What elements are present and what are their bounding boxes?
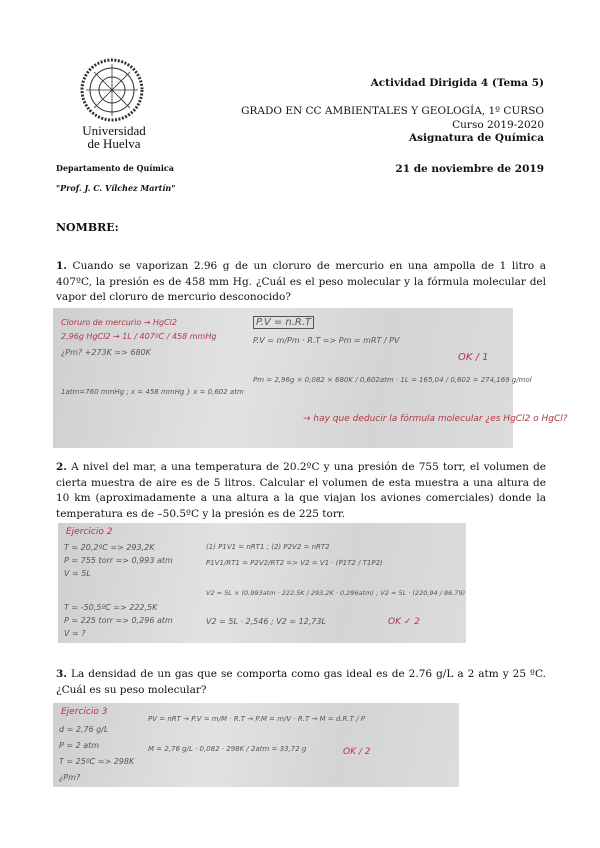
hw-line: ¿Pm? (59, 773, 81, 782)
grade-mark: OK ✓ 2 (388, 617, 420, 627)
hw-line: 2,96g HgCl2 → 1L / 407ºC / 458 mmHg (61, 332, 217, 341)
hw-line: d = 2,76 g/L (59, 725, 109, 734)
hw-line: P = 2 atm (59, 741, 100, 750)
hw-line: Ejercicio 2 (66, 527, 113, 537)
question-1 (56, 259, 546, 306)
handwritten-answer-photo-2 (58, 523, 466, 643)
question-3 (56, 667, 546, 698)
university-name (72, 124, 156, 150)
department: Departamento de Química (56, 163, 174, 173)
hw-line: P.V = n.R.T (253, 316, 314, 329)
hw-line: V = 5L (64, 569, 91, 578)
question-text: Cuando se vaporizan 2.96 g de un cloruro de mercurio en una ampolla de 1 litro a 407ºC, la presión es de 458 mm Hg. ¿Cuál es el peso molecular y la fórmula molecular del vapor del cloruro de mercurio desconocido? (56, 260, 546, 303)
question-text: A nivel del mar, a una temperatura de 20.2ºC y una presión de 755 torr, el volumen de cierta muestra de aire es de 5 litros. Calcular el volumen de esta muestra a una altura de 10 km (aproximadamente a una altura a la que viajan los aviones comerciales) donde la temperatura es de –50.5ºC y la presión es de 225 torr. (56, 461, 546, 520)
professor: "Prof. J. C. Vílchez Martín" (56, 183, 176, 193)
hw-line: Cloruro de mercurio → HgCl2 (61, 318, 177, 327)
hw-line: T = 20,2ºC => 293,2K (64, 543, 155, 552)
handwritten-answer-photo-3 (53, 703, 459, 787)
hw-line: P.V = m/Pm · R.T => Pm = mRT / PV (253, 336, 400, 345)
university-line-1: Universidad (82, 123, 146, 138)
question-number: 1. (56, 260, 67, 272)
grade-mark: OK / 2 (343, 747, 371, 757)
hw-line: P = 225 torr => 0,296 atm (64, 616, 173, 625)
university-seal-logo (80, 58, 144, 122)
activity-title: Actividad Dirigida 4 (Tema 5) (370, 77, 544, 89)
hw-line: ¿Pm? +273K => 680K (61, 348, 151, 357)
hw-line: PV = nRT → P.V = m/M · R.T → P.M = m/V · R.T → M = d.R.T / P (148, 715, 365, 723)
question-number: 3. (56, 668, 67, 680)
hw-note: → hay que deducir la fórmula molecular ¿es HgCl2 o HgCl? (303, 414, 568, 424)
course-year: Curso 2019-2020 (452, 119, 544, 131)
question-2 (56, 460, 546, 522)
hw-line: Pm = 2,96g × 0,082 × 680K / 0,602atm · 1L = 165,04 / 0,602 = 274,169 g/mol (253, 376, 532, 384)
hw-line: 1atm=760 mmHg ; x = 458 mmHg } x = 0,602 atm (61, 388, 244, 396)
hw-line: T = -50,5ºC => 222,5K (64, 603, 158, 612)
hw-line: V2 = 5L · 2,546 ; V2 = 12,73L (206, 617, 326, 626)
hw-line: V2 = 5L × (0,993atm · 222,5K / 293,2K · 0,296atm) ; V2 = 5L · (220,94 / 86,79) (206, 589, 466, 597)
hw-line: Ejercicio 3 (61, 707, 108, 717)
hw-line: P = 755 torr => 0,993 atm (64, 556, 173, 565)
degree: GRADO EN CC AMBIENTALES Y GEOLOGÍA, 1º CURSO (241, 105, 544, 117)
handwritten-answer-photo-1 (53, 308, 568, 448)
name-label: NOMBRE: (56, 221, 119, 234)
hw-line: P1V1/RT1 = P2V2/RT2 => V2 = V1 · (P1T2 / T1P2) (206, 559, 383, 567)
grade-mark: OK / 1 (458, 352, 489, 363)
question-text: La densidad de un gas que se comporta como gas ideal es de 2.76 g/L a 2 atm y 25 ºC. ¿Cuál es su peso molecular? (56, 668, 546, 696)
hw-line: V = ? (64, 629, 86, 638)
subject: Asignatura de Química (408, 132, 544, 144)
date: 21 de noviembre de 2019 (395, 163, 544, 175)
hw-line: M = 2,76 g/L · 0,082 · 298K / 2atm = 33,72 g (148, 745, 307, 753)
university-line-2: de Huelva (87, 136, 141, 151)
question-number: 2. (56, 461, 67, 473)
hw-line: (1) P1V1 = nRT1 ; (2) P2V2 = nRT2 (206, 543, 330, 551)
hw-line: T = 25ºC => 298K (59, 757, 135, 766)
